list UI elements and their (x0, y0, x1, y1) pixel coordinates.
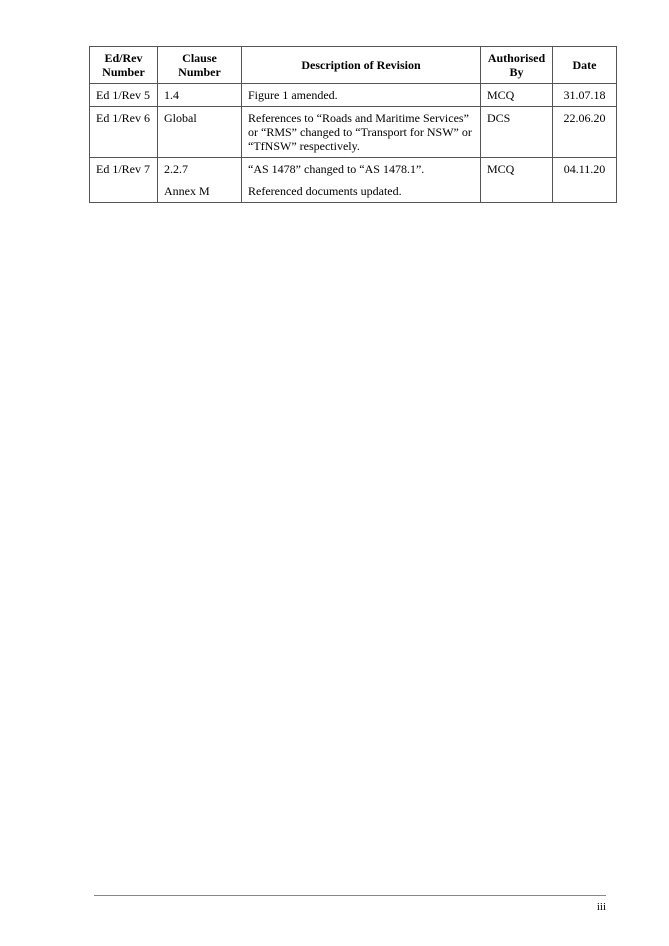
table-row (90, 107, 617, 158)
header-text: Number (178, 65, 221, 79)
clause-line: 1.4 (164, 88, 179, 102)
table-row (90, 158, 617, 203)
header-text: By (509, 65, 524, 79)
cell-clause (158, 84, 242, 107)
cell-edrev: Ed 1/Rev 7 (90, 158, 158, 203)
header-clause-number (158, 47, 242, 84)
cell-edrev: Ed 1/Rev 5 (90, 84, 158, 107)
header-authorised-by (481, 47, 553, 84)
header-description (242, 47, 481, 84)
cell-description (242, 84, 481, 107)
clause-line: Annex M (164, 184, 210, 198)
header-text: Ed/Rev (104, 51, 143, 65)
description-line: Figure 1 amended. (248, 88, 338, 102)
description-line: “AS 1478” changed to “AS 1478.1”. (248, 162, 425, 176)
header-date (553, 47, 617, 84)
cell-authorised: MCQ (481, 158, 553, 203)
cell-description (242, 158, 481, 203)
table-header-row (90, 47, 617, 84)
description-line: References to “Roads and Maritime Services” or “RMS” changed to “Transport for NSW” or “TfNSW” respectively. (248, 111, 472, 153)
cell-clause (158, 107, 242, 158)
clause-line: Global (164, 111, 197, 125)
header-text: Number (102, 65, 145, 79)
clause-line: 2.2.7 (164, 162, 188, 176)
header-edrev-number (90, 47, 158, 84)
cell-authorised: MCQ (481, 84, 553, 107)
header-text: Description of Revision (301, 58, 421, 72)
header-text: Clause (182, 51, 217, 65)
cell-date: 04.11.20 (553, 158, 617, 203)
cell-date: 31.07.18 (553, 84, 617, 107)
cell-authorised: DCS (481, 107, 553, 158)
footer-divider (94, 895, 606, 896)
page-number: iii (596, 901, 606, 913)
cell-description (242, 107, 481, 158)
table-row (90, 84, 617, 107)
header-text: Authorised (487, 51, 546, 65)
cell-edrev: Ed 1/Rev 6 (90, 107, 158, 158)
cell-clause (158, 158, 242, 203)
description-line: Referenced documents updated. (248, 184, 402, 198)
header-text: Date (572, 58, 597, 72)
revision-history-table (89, 46, 617, 203)
cell-date: 22.06.20 (553, 107, 617, 158)
